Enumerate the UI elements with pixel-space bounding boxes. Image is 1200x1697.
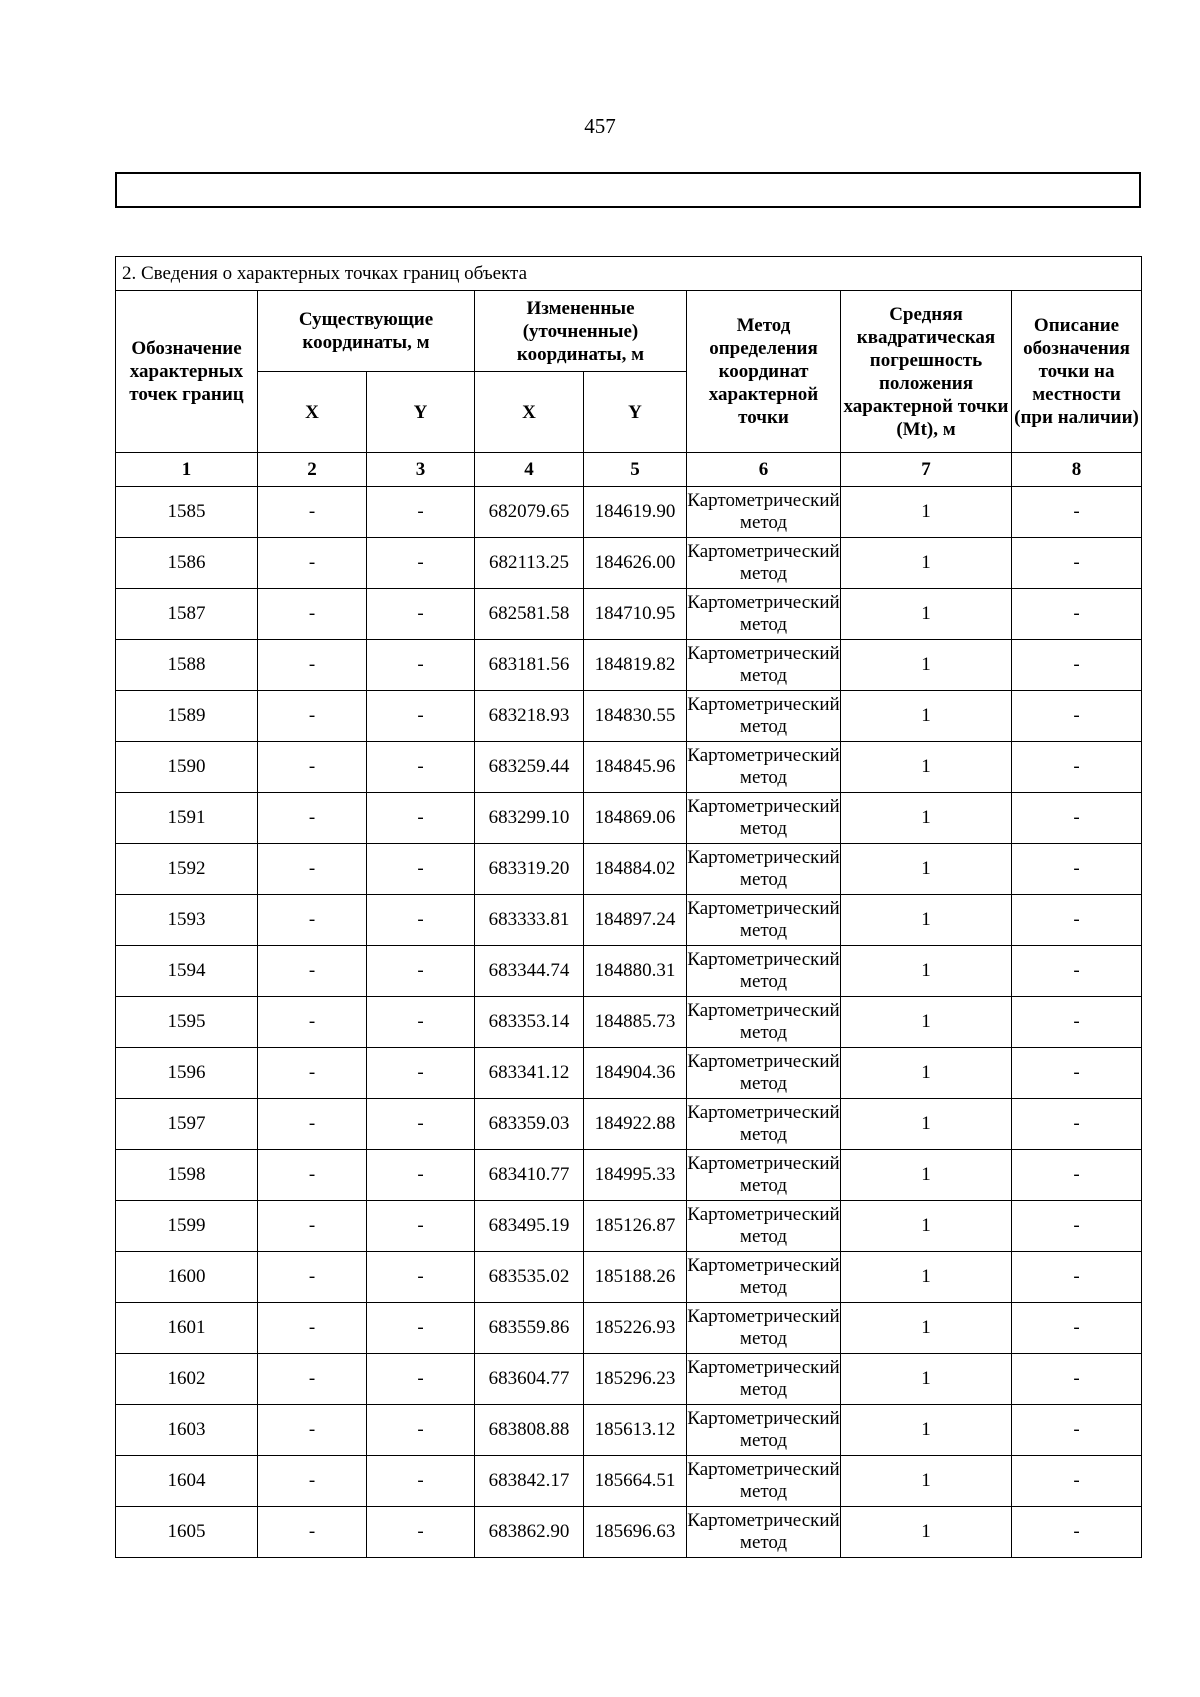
- description-cell: -: [1012, 946, 1142, 997]
- description-cell: -: [1012, 1405, 1142, 1456]
- existing-x-cell: -: [258, 1354, 367, 1405]
- existing-y-cell: -: [367, 1456, 475, 1507]
- existing-y-cell: -: [367, 1099, 475, 1150]
- changed-y-cell: 184995.33: [584, 1150, 687, 1201]
- error-cell: 1: [841, 538, 1012, 589]
- description-cell: -: [1012, 895, 1142, 946]
- method-cell: Картометрический метод: [687, 997, 841, 1048]
- table-row: [116, 1201, 1142, 1252]
- column-number: 6: [687, 453, 841, 487]
- existing-x-cell: -: [258, 1507, 367, 1558]
- description-cell: -: [1012, 1252, 1142, 1303]
- existing-x-cell: -: [258, 844, 367, 895]
- method-cell: Картометрический метод: [687, 1099, 841, 1150]
- changed-y-cell: 185226.93: [584, 1303, 687, 1354]
- empty-frame: [115, 172, 1141, 208]
- point-id-cell: 1587: [116, 589, 258, 640]
- error-cell: 1: [841, 1048, 1012, 1099]
- error-cell: 1: [841, 742, 1012, 793]
- changed-x-cell: 683410.77: [475, 1150, 584, 1201]
- header-method: Метод определения координат характерной точки: [687, 291, 841, 453]
- method-cell: Картометрический метод: [687, 691, 841, 742]
- changed-y-cell: 184626.00: [584, 538, 687, 589]
- description-cell: -: [1012, 1456, 1142, 1507]
- changed-x-cell: 683808.88: [475, 1405, 584, 1456]
- header-changed-x: X: [475, 372, 584, 453]
- existing-y-cell: -: [367, 691, 475, 742]
- point-id-cell: 1595: [116, 997, 258, 1048]
- point-id-cell: 1593: [116, 895, 258, 946]
- changed-x-cell: 683359.03: [475, 1099, 584, 1150]
- point-id-cell: 1596: [116, 1048, 258, 1099]
- existing-x-cell: -: [258, 487, 367, 538]
- existing-y-cell: -: [367, 1507, 475, 1558]
- table-row: [116, 793, 1142, 844]
- point-id-cell: 1604: [116, 1456, 258, 1507]
- column-number: 2: [258, 453, 367, 487]
- changed-y-cell: 184884.02: [584, 844, 687, 895]
- changed-x-cell: 683559.86: [475, 1303, 584, 1354]
- changed-x-cell: 683344.74: [475, 946, 584, 997]
- changed-x-cell: 683218.93: [475, 691, 584, 742]
- method-cell: Картометрический метод: [687, 640, 841, 691]
- changed-x-cell: 683319.20: [475, 844, 584, 895]
- error-cell: 1: [841, 793, 1012, 844]
- changed-x-cell: 683862.90: [475, 1507, 584, 1558]
- method-cell: Картометрический метод: [687, 895, 841, 946]
- column-number: 4: [475, 453, 584, 487]
- changed-x-cell: 683604.77: [475, 1354, 584, 1405]
- table-row: [116, 1405, 1142, 1456]
- method-cell: Картометрический метод: [687, 1456, 841, 1507]
- existing-x-cell: -: [258, 640, 367, 691]
- error-cell: 1: [841, 1303, 1012, 1354]
- method-cell: Картометрический метод: [687, 1354, 841, 1405]
- existing-y-cell: -: [367, 742, 475, 793]
- point-id-cell: 1590: [116, 742, 258, 793]
- method-cell: Картометрический метод: [687, 589, 841, 640]
- method-cell: Картометрический метод: [687, 742, 841, 793]
- table-row: [116, 946, 1142, 997]
- table-row: [116, 538, 1142, 589]
- existing-x-cell: -: [258, 589, 367, 640]
- error-cell: 1: [841, 1150, 1012, 1201]
- existing-x-cell: -: [258, 1150, 367, 1201]
- existing-y-cell: -: [367, 1354, 475, 1405]
- existing-x-cell: -: [258, 1201, 367, 1252]
- method-cell: Картометрический метод: [687, 1150, 841, 1201]
- method-cell: Картометрический метод: [687, 1048, 841, 1099]
- point-id-cell: 1594: [116, 946, 258, 997]
- table-row: [116, 589, 1142, 640]
- existing-x-cell: -: [258, 895, 367, 946]
- existing-y-cell: -: [367, 538, 475, 589]
- existing-x-cell: -: [258, 1099, 367, 1150]
- existing-y-cell: -: [367, 895, 475, 946]
- description-cell: -: [1012, 1201, 1142, 1252]
- description-cell: -: [1012, 1048, 1142, 1099]
- changed-y-cell: 185613.12: [584, 1405, 687, 1456]
- changed-y-cell: 184819.82: [584, 640, 687, 691]
- description-cell: -: [1012, 1354, 1142, 1405]
- changed-y-cell: 184885.73: [584, 997, 687, 1048]
- error-cell: 1: [841, 1252, 1012, 1303]
- method-cell: Картометрический метод: [687, 844, 841, 895]
- description-cell: -: [1012, 1303, 1142, 1354]
- changed-y-cell: 185188.26: [584, 1252, 687, 1303]
- point-id-cell: 1601: [116, 1303, 258, 1354]
- header-designation: Обозначение характерных точек границ: [116, 291, 258, 453]
- table-row: [116, 895, 1142, 946]
- header-changed-coords: Измененные (уточненные) координаты, м: [475, 291, 687, 372]
- existing-y-cell: -: [367, 946, 475, 997]
- description-cell: -: [1012, 844, 1142, 895]
- point-id-cell: 1597: [116, 1099, 258, 1150]
- table-row: [116, 1252, 1142, 1303]
- method-cell: Картометрический метод: [687, 946, 841, 997]
- error-cell: 1: [841, 1405, 1012, 1456]
- changed-y-cell: 184904.36: [584, 1048, 687, 1099]
- existing-y-cell: -: [367, 589, 475, 640]
- changed-x-cell: 683535.02: [475, 1252, 584, 1303]
- section-title: 2. Сведения о характерных точках границ объекта: [116, 257, 1142, 291]
- method-cell: Картометрический метод: [687, 538, 841, 589]
- boundary-points-table: [115, 256, 1142, 1558]
- error-cell: 1: [841, 487, 1012, 538]
- changed-y-cell: 185696.63: [584, 1507, 687, 1558]
- error-cell: 1: [841, 997, 1012, 1048]
- error-cell: 1: [841, 691, 1012, 742]
- existing-x-cell: -: [258, 1405, 367, 1456]
- existing-x-cell: -: [258, 1048, 367, 1099]
- error-cell: 1: [841, 844, 1012, 895]
- point-id-cell: 1602: [116, 1354, 258, 1405]
- error-cell: 1: [841, 1201, 1012, 1252]
- table-row: [116, 640, 1142, 691]
- existing-x-cell: -: [258, 691, 367, 742]
- existing-x-cell: -: [258, 997, 367, 1048]
- point-id-cell: 1585: [116, 487, 258, 538]
- changed-x-cell: 683299.10: [475, 793, 584, 844]
- description-cell: -: [1012, 487, 1142, 538]
- existing-y-cell: -: [367, 997, 475, 1048]
- error-cell: 1: [841, 1099, 1012, 1150]
- table-row: [116, 487, 1142, 538]
- column-number: 7: [841, 453, 1012, 487]
- point-id-cell: 1591: [116, 793, 258, 844]
- existing-y-cell: -: [367, 793, 475, 844]
- column-number: 1: [116, 453, 258, 487]
- changed-y-cell: 184710.95: [584, 589, 687, 640]
- description-cell: -: [1012, 1150, 1142, 1201]
- method-cell: Картометрический метод: [687, 1201, 841, 1252]
- changed-y-cell: 185126.87: [584, 1201, 687, 1252]
- description-cell: -: [1012, 538, 1142, 589]
- changed-x-cell: 683259.44: [475, 742, 584, 793]
- description-cell: -: [1012, 1507, 1142, 1558]
- changed-y-cell: 184922.88: [584, 1099, 687, 1150]
- point-id-cell: 1592: [116, 844, 258, 895]
- column-number-row: [116, 453, 1142, 487]
- description-cell: -: [1012, 742, 1142, 793]
- existing-x-cell: -: [258, 793, 367, 844]
- changed-y-cell: 184845.96: [584, 742, 687, 793]
- error-cell: 1: [841, 895, 1012, 946]
- method-cell: Картометрический метод: [687, 487, 841, 538]
- existing-x-cell: -: [258, 742, 367, 793]
- changed-y-cell: 184897.24: [584, 895, 687, 946]
- changed-x-cell: 682079.65: [475, 487, 584, 538]
- description-cell: -: [1012, 691, 1142, 742]
- table-row: [116, 997, 1142, 1048]
- header-existing-y: Y: [367, 372, 475, 453]
- method-cell: Картометрический метод: [687, 1252, 841, 1303]
- error-cell: 1: [841, 946, 1012, 997]
- existing-x-cell: -: [258, 1252, 367, 1303]
- changed-x-cell: 683842.17: [475, 1456, 584, 1507]
- header-changed-y: Y: [584, 372, 687, 453]
- table-row: [116, 844, 1142, 895]
- existing-x-cell: -: [258, 946, 367, 997]
- point-id-cell: 1588: [116, 640, 258, 691]
- description-cell: -: [1012, 640, 1142, 691]
- error-cell: 1: [841, 1507, 1012, 1558]
- changed-y-cell: 184830.55: [584, 691, 687, 742]
- point-id-cell: 1600: [116, 1252, 258, 1303]
- error-cell: 1: [841, 1456, 1012, 1507]
- table-row: [116, 1303, 1142, 1354]
- existing-y-cell: -: [367, 1201, 475, 1252]
- table-row: [116, 1456, 1142, 1507]
- point-id-cell: 1589: [116, 691, 258, 742]
- column-number: 5: [584, 453, 687, 487]
- changed-x-cell: 683353.14: [475, 997, 584, 1048]
- changed-y-cell: 184869.06: [584, 793, 687, 844]
- method-cell: Картометрический метод: [687, 1405, 841, 1456]
- point-id-cell: 1603: [116, 1405, 258, 1456]
- changed-x-cell: 683341.12: [475, 1048, 584, 1099]
- changed-y-cell: 185664.51: [584, 1456, 687, 1507]
- description-cell: -: [1012, 589, 1142, 640]
- changed-y-cell: 185296.23: [584, 1354, 687, 1405]
- changed-x-cell: 683495.19: [475, 1201, 584, 1252]
- changed-y-cell: 184619.90: [584, 487, 687, 538]
- column-number: 3: [367, 453, 475, 487]
- table-row: [116, 742, 1142, 793]
- existing-y-cell: -: [367, 640, 475, 691]
- table-row: [116, 1507, 1142, 1558]
- point-id-cell: 1598: [116, 1150, 258, 1201]
- error-cell: 1: [841, 1354, 1012, 1405]
- column-number: 8: [1012, 453, 1142, 487]
- changed-x-cell: 682581.58: [475, 589, 584, 640]
- existing-x-cell: -: [258, 1456, 367, 1507]
- existing-y-cell: -: [367, 1303, 475, 1354]
- existing-y-cell: -: [367, 1252, 475, 1303]
- table-row: [116, 1150, 1142, 1201]
- method-cell: Картометрический метод: [687, 1303, 841, 1354]
- changed-x-cell: 683181.56: [475, 640, 584, 691]
- point-id-cell: 1605: [116, 1507, 258, 1558]
- changed-x-cell: 682113.25: [475, 538, 584, 589]
- existing-y-cell: -: [367, 1150, 475, 1201]
- existing-x-cell: -: [258, 538, 367, 589]
- header-description: Описание обозначения точки на местности (при наличии): [1012, 291, 1142, 453]
- existing-x-cell: -: [258, 1303, 367, 1354]
- description-cell: -: [1012, 1099, 1142, 1150]
- header-existing-x: X: [258, 372, 367, 453]
- changed-x-cell: 683333.81: [475, 895, 584, 946]
- description-cell: -: [1012, 793, 1142, 844]
- table-row: [116, 691, 1142, 742]
- table-row: [116, 1099, 1142, 1150]
- existing-y-cell: -: [367, 844, 475, 895]
- table-row: [116, 1354, 1142, 1405]
- existing-y-cell: -: [367, 487, 475, 538]
- header-error: Средняя квадратическая погрешность положения характерной точки (Mt), м: [841, 291, 1012, 453]
- changed-y-cell: 184880.31: [584, 946, 687, 997]
- header-existing-coords: Существующие координаты, м: [258, 291, 475, 372]
- existing-y-cell: -: [367, 1048, 475, 1099]
- table-row: [116, 1048, 1142, 1099]
- error-cell: 1: [841, 589, 1012, 640]
- page-number: 457: [584, 114, 616, 138]
- point-id-cell: 1586: [116, 538, 258, 589]
- existing-y-cell: -: [367, 1405, 475, 1456]
- error-cell: 1: [841, 640, 1012, 691]
- method-cell: Картометрический метод: [687, 1507, 841, 1558]
- method-cell: Картометрический метод: [687, 793, 841, 844]
- point-id-cell: 1599: [116, 1201, 258, 1252]
- description-cell: -: [1012, 997, 1142, 1048]
